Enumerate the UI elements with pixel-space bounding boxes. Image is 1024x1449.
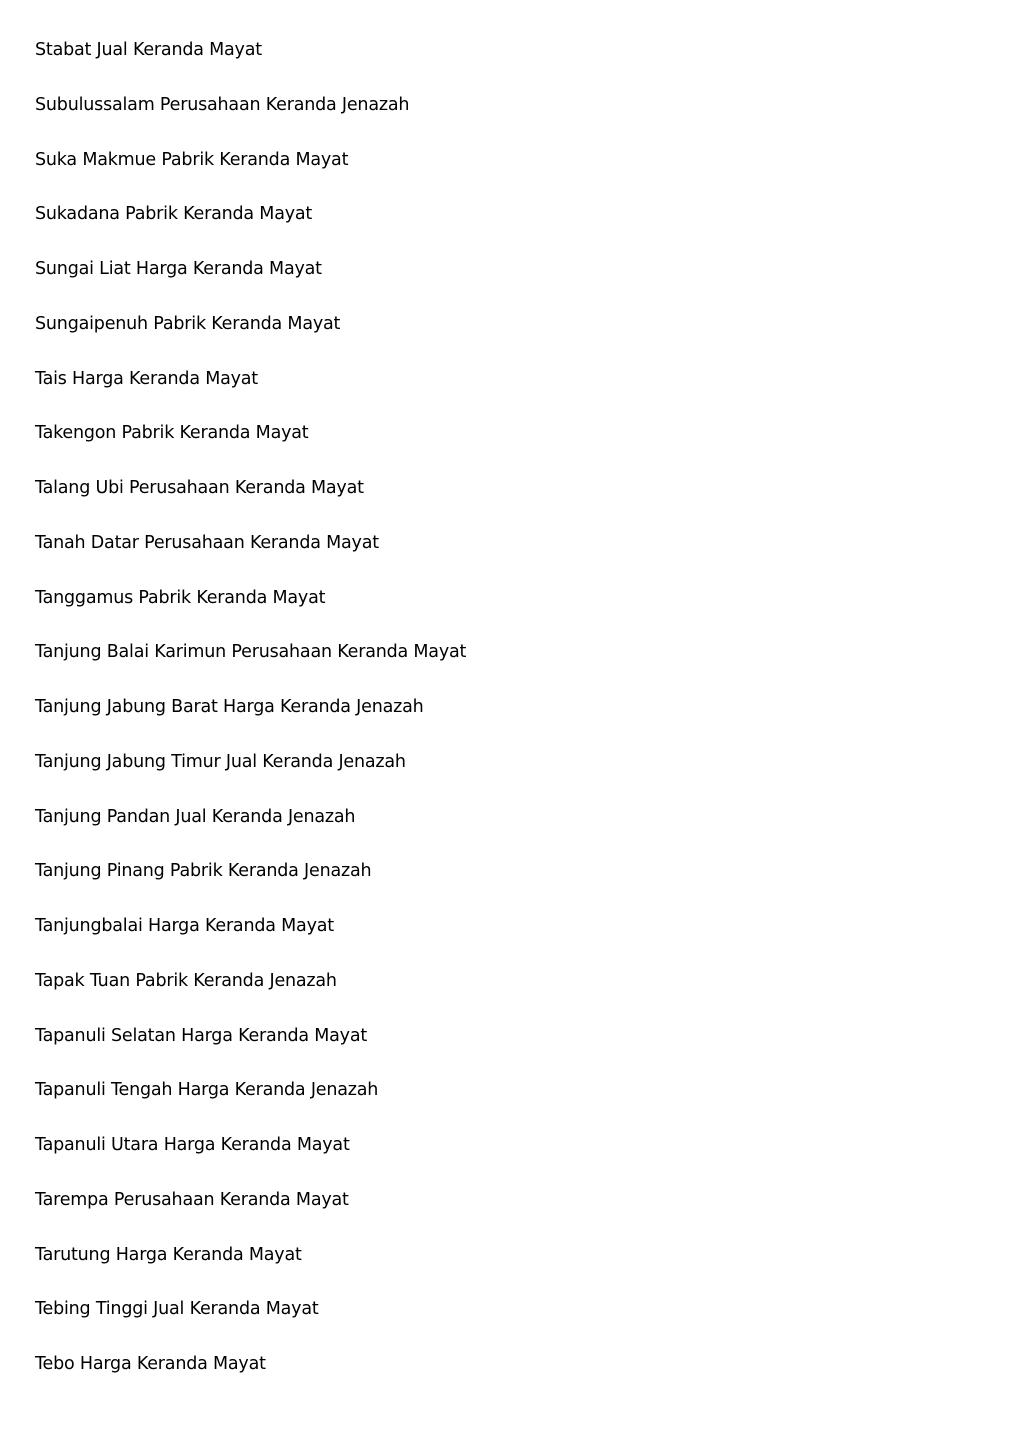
list-item: Sukadana Pabrik Keranda Mayat	[35, 204, 313, 225]
list-item: Tanjung Pinang Pabrik Keranda Jenazah	[35, 861, 372, 882]
list-item: Tapanuli Tengah Harga Keranda Jenazah	[35, 1080, 379, 1101]
list-item: Tarutung Harga Keranda Mayat	[35, 1244, 302, 1265]
list-item: Tapak Tuan Pabrik Keranda Jenazah	[35, 970, 337, 991]
list-item: Subulussalam Perusahaan Keranda Jenazah	[35, 94, 410, 115]
list-item: Takengon Pabrik Keranda Mayat	[35, 423, 309, 444]
list-item: Tarempa Perusahaan Keranda Mayat	[35, 1189, 349, 1210]
list-item: Tanggamus Pabrik Keranda Mayat	[35, 587, 326, 608]
list-item: Tais Harga Keranda Mayat	[35, 368, 258, 389]
list-item: Sungai Liat Harga Keranda Mayat	[35, 259, 322, 279]
list-item: Tanjung Jabung Barat Harga Keranda Jenazah	[35, 697, 424, 717]
list-item: Tanah Datar Perusahaan Keranda Mayat	[35, 532, 379, 553]
entry-list	[35, 36, 466, 1405]
list-item: Talang Ubi Perusahaan Keranda Mayat	[35, 478, 364, 498]
list-item: Tanjung Balai Karimun Perusahaan Keranda Mayat	[35, 642, 467, 663]
list-item: Sungaipenuh Pabrik Keranda Mayat	[35, 313, 341, 334]
list-item: Suka Makmue Pabrik Keranda Mayat	[35, 149, 349, 170]
list-item: Tapanuli Utara Harga Keranda Mayat	[35, 1135, 350, 1155]
list-item: Tebing Tinggi Jual Keranda Mayat	[35, 1299, 319, 1320]
list-item: Stabat Jual Keranda Mayat	[35, 40, 262, 60]
list-item: Tanjung Pandan Jual Keranda Jenazah	[35, 806, 356, 827]
list-item: Tanjungbalai Harga Keranda Mayat	[35, 916, 334, 936]
list-item: Tebo Harga Keranda Mayat	[35, 1354, 266, 1374]
list-item: Tapanuli Selatan Harga Keranda Mayat	[35, 1025, 368, 1046]
list-item: Tanjung Jabung Timur Jual Keranda Jenazah	[35, 751, 406, 772]
